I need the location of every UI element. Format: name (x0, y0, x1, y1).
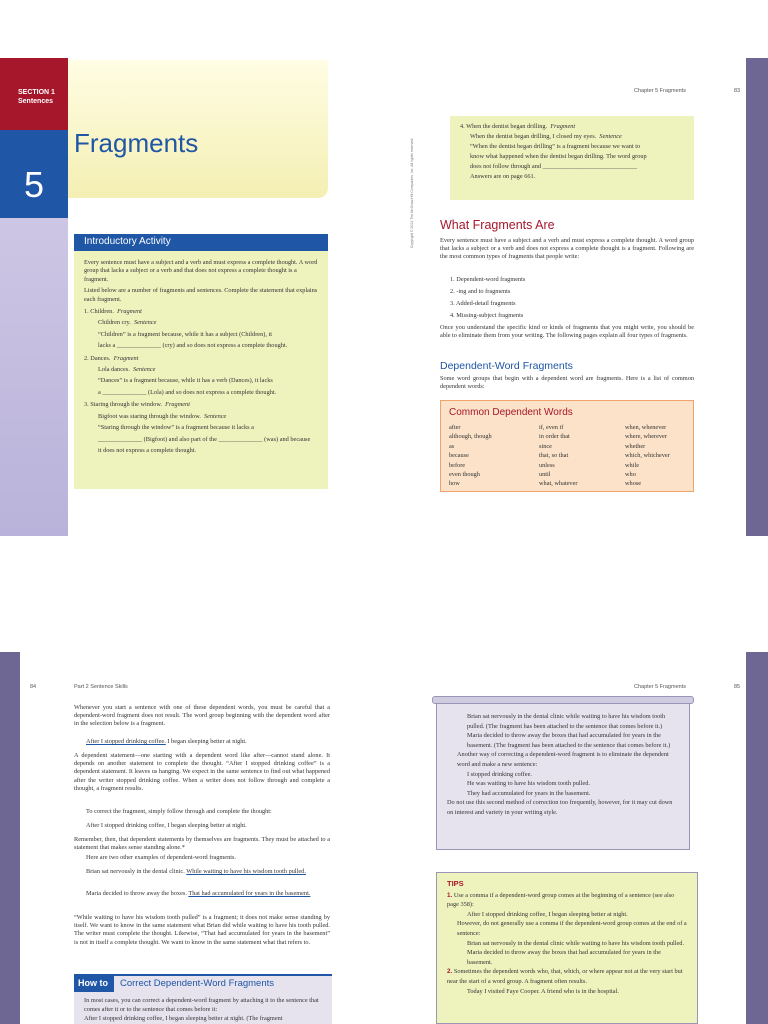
running-head: Chapter 5 Fragments (634, 684, 686, 690)
section-name: Sentences (18, 98, 54, 105)
tip-text: However, do not generally use a comma if the dependent-word group comes at the end of a sentence: (457, 920, 687, 937)
word-item: if, even if (539, 424, 564, 431)
sentence-text: Brian sat nervously in the dental clinic. (86, 868, 187, 875)
body-paragraph: Here are two other examples of dependent-word fragments. (86, 854, 237, 861)
example-line (84, 401, 318, 409)
side-stripe (746, 58, 768, 536)
fragment-text: While waiting to have his wisdom tooth pulled. (186, 868, 306, 875)
example-sentence (86, 868, 330, 876)
word-item: after (449, 424, 461, 431)
page-83 (384, 58, 768, 536)
page-84 (0, 652, 384, 1024)
word-item: when, whenever (625, 424, 667, 431)
how-to-text (84, 996, 324, 1023)
body-paragraph: “While waiting to have his wisdom tooth pulled” is a fragment; it does not make sense standing by itself. We want to know in the same statement what Brian did while waiting to have his tooth pulled. The writer must complete the thought. Likewise, “That had accumulated for years in the basement” is not in itself a complete thought. We want to know in the same statement what that refers to. (74, 914, 330, 946)
list-item: 1. Dependent-word fragments (450, 276, 526, 283)
list-item: 3. Added-detail fragments (450, 300, 516, 307)
word-item: until (539, 471, 551, 479)
box-top-bar (432, 696, 694, 704)
word-item: whose (625, 480, 642, 488)
copyright-notice: Copyright © 2014 The McGraw-Hill Companies, Inc. All rights reserved. (410, 137, 414, 248)
example-text: 1. Children. (84, 308, 114, 316)
tip-text: Use a comma if a dependent-word group comes at the beginning of a sentence (see also page 358): (447, 891, 675, 909)
word-item: as (449, 442, 455, 450)
example-explanation: “When the dentist began drilling” is a fragment because we want to (470, 143, 641, 150)
example-sentence: He was waiting to have his wisdom tooth pulled. (467, 780, 590, 788)
page-82 (0, 58, 384, 536)
example-explanation: lacks a ______________ (cry) and so does not express a complete thought. (98, 342, 288, 350)
example-text: Bigfoot was staring through the window. (98, 412, 201, 420)
how-to-badge: How to (74, 976, 114, 992)
example-tag: Sentence (203, 412, 227, 420)
body-paragraph: Another way of correcting a dependent-word fragment is to eliminate the dependent word and make a new sentence: (457, 751, 669, 768)
list-item: 4. Missing-subject fragments (450, 312, 524, 319)
body-paragraph: Whenever you start a sentence with one of these dependent words, you must be careful that a dependent-word fragment does not result. The word group beginning with the dependent word after in the selection below is a fragment. (74, 704, 330, 728)
example-sentence: Brian sat nervously in the dental clinic while waiting to have his wisdom tooth pulled. (467, 939, 685, 947)
body-paragraph: Do not use this second method of correction too frequently, however, for it may cut down on interest and variety in your writing style. (447, 799, 673, 816)
how-to-title: Correct Dependent-Word Fragments (120, 978, 274, 989)
example-explanation: “Staring through the window” is a fragment because it lacks a (98, 424, 254, 432)
example-explanation: a ______________ (Lola) and so does not express a complete thought. (98, 388, 277, 396)
example-sentence: I stopped drinking coffee. (467, 770, 532, 778)
example-text: Children cry. (98, 319, 131, 327)
tip-text: Sometimes the dependent words who, that, which, or where appear not at the very start but near the start of a word group. A fragment often results. (447, 968, 683, 985)
body-paragraph: Some word groups that begin with a dependent word are fragments. Here is a list of common dependent words: (440, 375, 694, 391)
intro-activity-box (74, 251, 328, 489)
how-to-paragraph: In most cases, you can correct a dependent-word fragment by attaching it to the sentence that comes after it or to the sentence that comes before it: (84, 997, 319, 1013)
fragment-types-list (450, 274, 525, 322)
example-tag: Fragment (113, 354, 139, 362)
running-head: Part 2 Sentence Skills (74, 684, 128, 690)
example-text: 2. Dances. (84, 354, 111, 362)
chapter-title: Fragments (74, 128, 199, 158)
side-stripe (0, 652, 20, 1024)
word-item: even though (449, 471, 480, 479)
example-text: 3. Staring through the window. (84, 401, 162, 409)
word-item: before (449, 461, 466, 469)
example-tag: Sentence (599, 133, 622, 140)
word-item: who (625, 471, 636, 479)
box-heading: Common Dependent Words (449, 407, 573, 418)
example-explanation: ______________ (Bigfoot) and also part of the ______________ (was) and because (98, 435, 311, 443)
chapter-number: 5 (24, 164, 45, 205)
page-number: 84 (30, 684, 37, 690)
example-sentence: After I stopped drinking coffee, I began sleeping better at night. (467, 910, 628, 918)
word-item: that, so that (539, 452, 569, 460)
tip-item (447, 967, 687, 986)
body-paragraph: Every sentence must have a subject and a verb and must express a complete thought. A word group that lacks a subject or a verb and does not express a complete thought is a fragment. Following are the most common types of fragments that people write: (440, 237, 694, 261)
example-explanation: it does not express a complete thought. (98, 446, 197, 454)
how-to-box (74, 974, 332, 1024)
example-explanation: does not follow through and ______________________________ (470, 163, 638, 170)
example-tag: Fragment (165, 401, 190, 409)
section-tab (0, 58, 68, 130)
example-explanation: “Children” is a fragment because, while it has a subject (Children), it (98, 330, 272, 338)
word-item: since (539, 442, 552, 450)
example-line (84, 355, 318, 363)
word-item: where, wherever (625, 433, 667, 441)
example-explanation: know what happened when the dentist began drilling. The word group (470, 153, 647, 160)
example-text: When the dentist began drilling, I closed my eyes. (470, 133, 597, 140)
heading-what-fragments-are: What Fragments Are (440, 218, 555, 232)
answers-note: Answers are on page 661. (470, 173, 536, 180)
list-item: 2. -ing and to fragments (450, 288, 511, 295)
example-line (460, 132, 684, 142)
example-text: 4. When the dentist began drilling. (460, 123, 548, 130)
example-line (84, 413, 318, 421)
fragment-text: That had accumulated for years in the basement. (188, 890, 311, 897)
running-head: Chapter 5 Fragments (634, 88, 686, 94)
example-tag: Sentence (132, 366, 156, 374)
example-text: Lola dances. (98, 366, 130, 374)
example-explanation: “Dances” is a fragment because, while it has a verb (Dances), it lacks (98, 377, 273, 385)
word-item: whether (625, 442, 646, 450)
tip-number: 2. (447, 968, 453, 976)
page-85 (384, 652, 768, 1024)
page-number: 83 (734, 88, 741, 94)
word-column (625, 423, 670, 489)
word-item: which, whichever (625, 452, 670, 460)
side-band (0, 218, 68, 536)
example-sentence: They had accumulated for years in the basement. (467, 789, 591, 797)
body-paragraph: Remember, then, that dependent statements by themselves are fragments. They must be attached to a statement that makes sense standing alone.* (74, 836, 330, 852)
tip-item (447, 891, 687, 910)
tips-heading: TIPS (447, 879, 464, 888)
word-item: unless (539, 461, 555, 469)
common-dependent-words-box (440, 400, 694, 492)
section-label: SECTION 1 (18, 89, 55, 96)
body-paragraph: To correct the fragment, simply follow through and complete the thought: (86, 808, 272, 815)
word-item: how (449, 480, 460, 488)
example-sentence (86, 890, 330, 898)
heading-dependent-word-fragments: Dependent-Word Fragments (440, 360, 573, 372)
page-number: 85 (734, 684, 741, 690)
tip-number: 1. (447, 891, 453, 899)
body-paragraph: A dependent statement—one starting with a dependent word like after—cannot stand alone. It depends on another statement to complete the thought. “After I stopped drinking coffee” is a dependent statement. It leaves us hanging. We expect in the same sentence to find out what happened after the writer stopped drinking coffee. When a writer does not follow through and complete a thought, a fragment results. (74, 752, 330, 792)
example-tag: Sentence (133, 319, 157, 327)
fragment-text: After I stopped drinking coffee. (86, 738, 166, 745)
intro-paragraph: Every sentence must have a subject and a verb and must express a complete thought. A word group that lacks a subject or a verb and that does not express a complete thought is a fragment. (84, 259, 318, 283)
sentence-text: I began sleeping better at night. (165, 738, 247, 745)
sentence-text: Maria decided to throw away the boxes. (86, 890, 189, 897)
example-tag: Fragment (117, 308, 142, 316)
word-item: in order that (539, 433, 570, 441)
example-line (460, 122, 684, 132)
word-column (539, 423, 577, 489)
side-stripe (746, 652, 768, 1024)
word-item: although, though (449, 433, 492, 441)
example-sentence (86, 738, 326, 746)
example-line (84, 366, 318, 374)
word-item: because (449, 452, 469, 460)
activity-continuation-box (450, 116, 694, 200)
correction-box (436, 696, 690, 850)
how-to-example: After I stopped drinking coffee, I began sleeping better at night. (The fragment (84, 1015, 283, 1022)
body-paragraph: Once you understand the specific kind or kinds of fragments that you might write, you should be able to eliminate them from your writing. The following pages explain all four types of fragments. (440, 324, 694, 340)
example-line (84, 308, 318, 316)
example-sentence: Today I visited Faye Cooper. A friend who is in the hospital. (467, 987, 619, 995)
word-column (449, 423, 492, 489)
example-sentence: Maria decided to throw away the boxes that had accumulated for years in the basement. (The fragment has been attached to the sentence that comes before it.) (467, 732, 671, 749)
word-item: what, whatever (539, 480, 578, 488)
example-sentence: After I stopped drinking coffee, I began sleeping better at night. (86, 822, 247, 829)
example-sentence: Maria decided to throw away the boxes that had accumulated for years in the basement. (467, 949, 661, 966)
intro-paragraph: Listed below are a number of fragments and sentences. Complete the statement that explains each fragment. (84, 287, 318, 303)
intro-activity-header: Introductory Activity (74, 234, 328, 251)
tips-box (436, 872, 698, 1024)
example-tag: Fragment (550, 123, 576, 130)
example-sentence: Brian sat nervously in the dental clinic while waiting to have his wisdom tooth pulled. (The fragment has been attached to the sentence that comes before it.) (467, 713, 666, 730)
word-item: while (625, 461, 639, 469)
example-line (84, 319, 318, 327)
